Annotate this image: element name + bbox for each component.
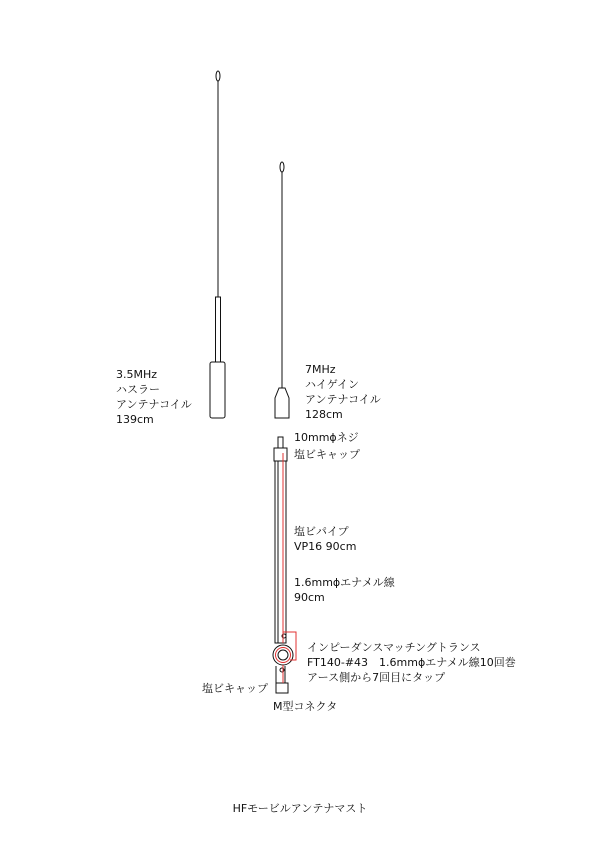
pipe-label xyxy=(294,524,356,554)
top-parts-label xyxy=(294,430,360,462)
transformer-core: FT140-#43 1.6mmɸエナメル線10回巻 xyxy=(307,656,516,669)
antenna-7-freq: 7MHz xyxy=(305,363,336,376)
hustler-antenna xyxy=(210,71,225,418)
transformer-tap: アース側から7回目にタップ xyxy=(307,671,446,684)
antenna-7-coil: アンテナコイル xyxy=(305,393,381,406)
antenna-35-coil: アンテナコイル xyxy=(116,398,192,411)
antenna-35-label xyxy=(116,367,192,427)
antenna-35-freq: 3.5MHz xyxy=(116,368,158,381)
antenna-35-length: 139cm xyxy=(116,413,154,426)
connector-label: M型コネクタ xyxy=(273,700,338,713)
diagram-caption: HFモービルアンテナマスト xyxy=(232,802,368,815)
bottom-cap-label: 塩ビキャップ xyxy=(202,682,268,695)
hygain-tip xyxy=(280,162,284,172)
ferrite-toroid-inner xyxy=(278,650,288,660)
hygain-coil xyxy=(275,388,289,418)
screw-label: 10mmɸネジ xyxy=(294,431,359,444)
enamel-wire-spec: 1.6mmɸエナメル線 xyxy=(294,576,395,589)
thread-screw xyxy=(278,437,283,448)
hygain-antenna xyxy=(275,162,289,418)
pvc-pipe xyxy=(275,461,286,643)
hustler-coil xyxy=(210,362,225,418)
antenna-7-label xyxy=(305,362,381,422)
pipe-spec: VP16 90cm xyxy=(294,540,357,553)
antenna-7-length: 128cm xyxy=(305,408,343,421)
transformer-name: インピーダンスマッチングトランス xyxy=(307,641,481,654)
enamel-wire-label xyxy=(294,575,395,605)
transformer-label xyxy=(307,640,516,685)
antenna-7-name: ハイゲイン xyxy=(305,378,360,391)
enamel-wire-length: 90cm xyxy=(294,591,325,604)
pvc-cap-top xyxy=(274,448,287,461)
hustler-mast xyxy=(216,297,221,362)
cap-top-label: 塩ビキャップ xyxy=(294,448,360,461)
antenna-35-name: ハスラー xyxy=(116,383,160,396)
hustler-tip xyxy=(216,71,220,81)
pipe-name: 塩ビパイプ xyxy=(294,525,349,538)
wire-to-tap xyxy=(283,632,296,660)
pvc-cap-bottom xyxy=(276,683,288,693)
